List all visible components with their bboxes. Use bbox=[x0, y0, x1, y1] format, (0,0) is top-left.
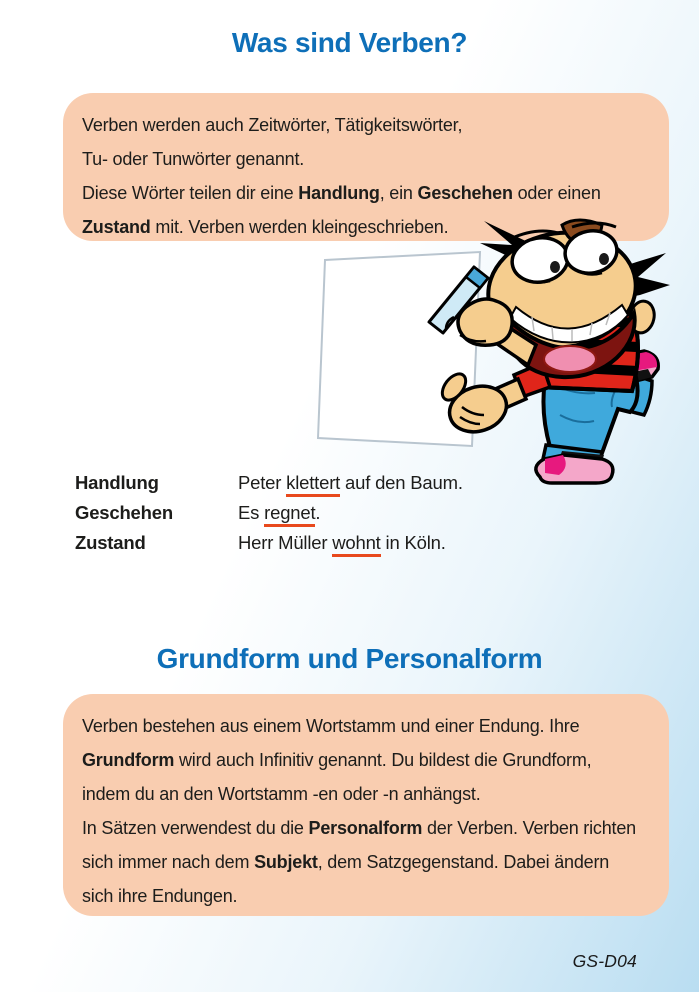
info-box-text bbox=[82, 709, 651, 913]
info-box-grundform bbox=[63, 694, 669, 916]
text-line: sich immer nach dem Subjekt, dem Satzgegenstand. Dabei ändern bbox=[82, 852, 610, 872]
example-category-label: Zustand bbox=[75, 532, 146, 553]
example-sentence: Es regnet. bbox=[238, 498, 320, 528]
example-row bbox=[75, 498, 635, 528]
section-title: Grundform und Personalform bbox=[156, 643, 543, 674]
text-line: Verben werden auch Zeitwörter, Tätigkeitswörter, bbox=[82, 115, 463, 135]
example-sentence: Peter klettert auf den Baum. bbox=[238, 468, 463, 498]
text-line: In Sätzen verwendest du die Personalform der Verben. Verben richten bbox=[82, 818, 636, 838]
text-line: Diese Wörter teilen dir eine Handlung, ein Geschehen oder einen bbox=[82, 183, 601, 203]
example-category-label: Geschehen bbox=[75, 502, 173, 523]
example-sentence: Herr Müller wohnt in Köln. bbox=[238, 528, 446, 558]
text-line: sich ihre Endungen. bbox=[82, 886, 238, 906]
cartoon-kid-illustration bbox=[300, 215, 680, 485]
worksheet-code: GS-D04 bbox=[572, 951, 637, 971]
examples-table bbox=[75, 468, 635, 558]
text-line: Zustand mit. Verben werden kleingeschrieben. bbox=[82, 217, 449, 237]
text-line: indem du an den Wortstamm -en oder -n anhängst. bbox=[82, 784, 481, 804]
page-title: Was sind Verben? bbox=[231, 27, 468, 58]
example-row bbox=[75, 528, 635, 558]
example-category-label: Handlung bbox=[75, 472, 159, 493]
text-line: Tu- oder Tunwörter genannt. bbox=[82, 149, 305, 169]
example-row bbox=[75, 468, 635, 498]
text-line: Verben bestehen aus einem Wortstamm und einer Endung. Ihre bbox=[82, 716, 580, 736]
text-line: Grundform wird auch Infinitiv genannt. Du bildest die Grundform, bbox=[82, 750, 592, 770]
